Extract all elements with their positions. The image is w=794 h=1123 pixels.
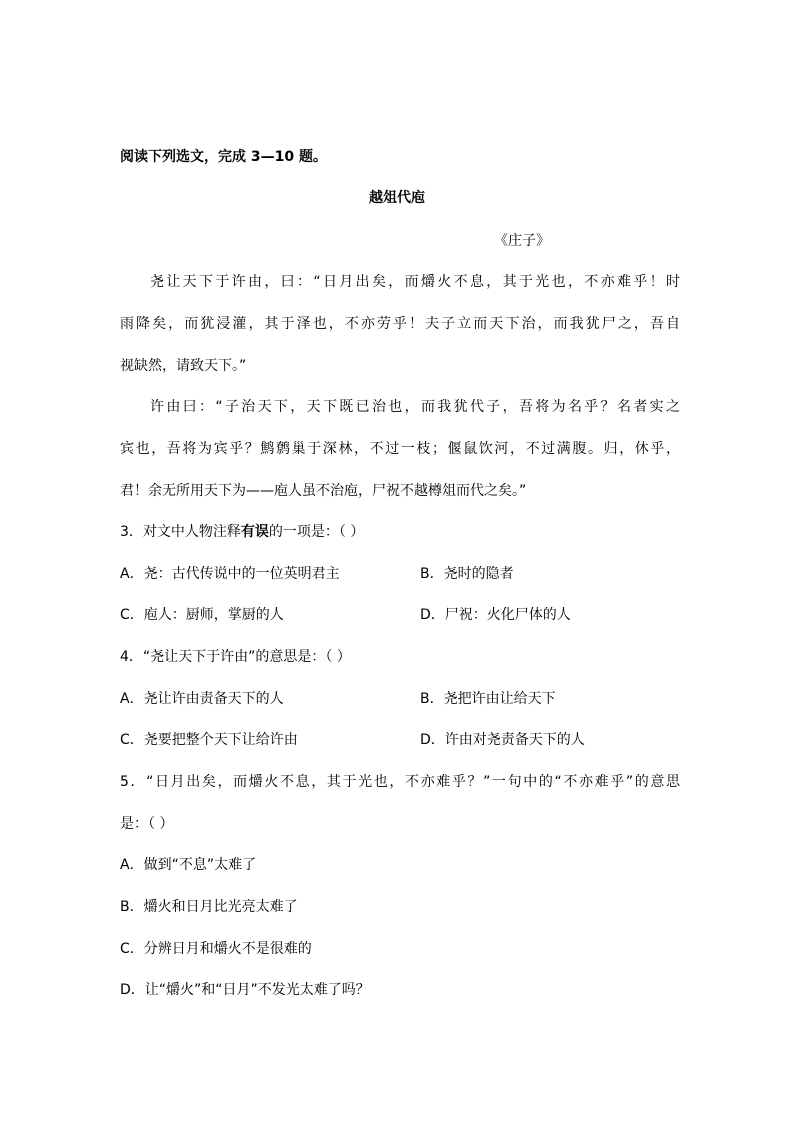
passage-title: 越俎代庖 xyxy=(369,190,425,206)
question-4-option-c: C．尧要把整个天下让给许由 xyxy=(120,732,298,748)
question-3-option-d: D．尸祝：火化尸体的人 xyxy=(420,607,571,623)
question-3-stem-emphasis: 有误 xyxy=(240,524,269,540)
passage-p1-line2: 雨降矣，而犹浸灌，其于泽也，不亦劳乎！夫子立而天下治，而我犹尸之，吾自 xyxy=(120,316,680,332)
passage-p2-line1: 许由曰：“子治天下，天下既已治也，而我犹代子，吾将为名乎？名者实之 xyxy=(150,399,680,415)
question-5-stem-line2: 是：（ ） xyxy=(120,816,174,832)
question-4-stem: 4．“尧让天下于许由”的意思是：（ ） xyxy=(120,649,351,665)
question-3-option-b: B．尧时的隐者 xyxy=(420,566,514,582)
question-5-stem-line1: 5．“日月出矣，而爝火不息，其于光也，不亦难乎？”一句中的“不亦难乎”的意思 xyxy=(120,774,680,790)
question-5-option-c: C．分辨日月和爝火不是很难的 xyxy=(120,941,312,957)
question-3-stem-suffix: 的一项是：（ ） xyxy=(268,524,365,540)
question-3-option-a: A．尧：古代传说中的一位英明君主 xyxy=(120,566,340,582)
question-3-option-c: C．庖人：厨师，掌厨的人 xyxy=(120,607,284,623)
passage-p1-line3: 视缺然，请致天下。” xyxy=(120,358,247,374)
passage-p2-line3: 君！余无所用天下为——庖人虽不治庖，尸祝不越樽俎而代之矣。” xyxy=(120,483,527,499)
question-3-stem-prefix: 3．对文中人物注释 xyxy=(120,524,241,540)
passage-source: 《庄子》 xyxy=(494,233,550,249)
question-5-option-b: B．爝火和日月比光亮太难了 xyxy=(120,899,298,915)
passage-p1-line1: 尧让天下于许由，曰：“日月出矣，而爝火不息，其于光也，不亦难乎！时 xyxy=(150,274,680,290)
question-5-option-d: D．让“爝火”和“日月”不发光太难了吗？ xyxy=(120,982,370,998)
question-4-option-a: A．尧让许由责备天下的人 xyxy=(120,691,284,707)
passage-p2-line2: 宾也，吾将为宾乎？鹪鹩巢于深林，不过一枝；偃鼠饮河，不过满腹。归，休乎， xyxy=(120,441,680,457)
reading-instruction: 阅读下列选文，完成 3—10 题。 xyxy=(120,149,327,165)
question-5-option-a: A．做到“不息”太难了 xyxy=(120,857,257,873)
question-4-option-d: D．许由对尧责备天下的人 xyxy=(420,732,585,748)
question-4-option-b: B．尧把许由让给天下 xyxy=(420,691,556,707)
question-3-stem xyxy=(120,522,364,542)
